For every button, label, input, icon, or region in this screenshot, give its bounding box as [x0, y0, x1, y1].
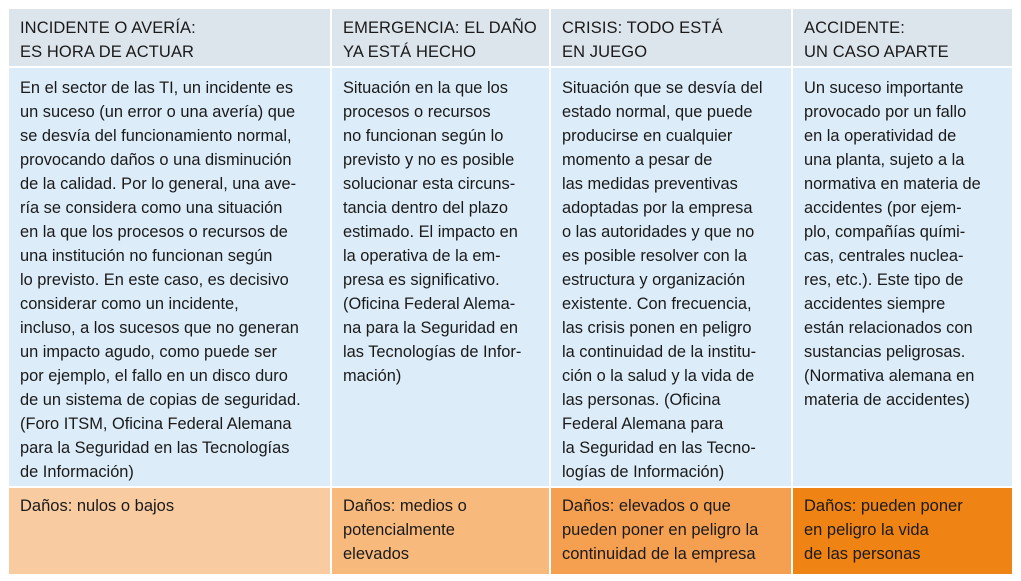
body-line: provocado por un fallo: [804, 103, 967, 121]
body-line: procesos o recursos: [343, 103, 491, 121]
body-line: en la operatividad de: [804, 127, 957, 145]
body-line: estado normal, que puede: [562, 103, 753, 121]
damage-accidente: [793, 488, 1012, 574]
body-line: accidentes (por ejem-: [804, 199, 962, 217]
body-crisis: [551, 68, 793, 488]
body-line: considerar como un incidente,: [20, 295, 239, 313]
damage-line: Daños: elevados o que: [562, 497, 731, 515]
body-incidente: [9, 68, 332, 488]
header-line: INCIDENTE O AVERÍA:: [20, 19, 196, 37]
header-incidente: [9, 9, 332, 68]
body-line: (Oficina Federal Alema-: [343, 295, 516, 313]
body-line: para la Seguridad en las Tecnologías: [20, 439, 290, 457]
body-line: tancia dentro del plazo: [343, 199, 508, 217]
body-line: la operativa de la em-: [343, 247, 501, 265]
body-line: estimado. El impacto en: [343, 223, 518, 241]
header-line: ACCIDENTE:: [804, 19, 905, 37]
body-line: presa es significativo.: [343, 271, 500, 289]
body-line: están relacionados con: [804, 319, 973, 337]
body-line: una planta, sujeto a la: [804, 151, 965, 169]
body-line: lo previsto. En este caso, es decisivo: [20, 271, 289, 289]
damage-line: en peligro la vida: [804, 521, 929, 539]
header-line: UN CASO APARTE: [804, 43, 949, 61]
body-line: plo, compañías quími-: [804, 223, 966, 241]
body-line: un suceso (un error o una avería) que: [20, 103, 296, 121]
body-line: de la calidad. Por lo general, una ave-: [20, 175, 297, 193]
body-line: Federal Alemana para: [562, 415, 724, 433]
body-line: normativa en materia de: [804, 175, 981, 193]
header-line: EN JUEGO: [562, 43, 648, 61]
damage-line: pueden poner en peligro la: [562, 521, 759, 539]
body-line: Un suceso importante: [804, 79, 964, 97]
damage-line: elevados: [343, 545, 410, 563]
body-emergencia: [332, 68, 551, 488]
body-accidente: [793, 68, 1012, 488]
body-line: En el sector de las TI, un incidente es: [20, 79, 294, 97]
body-line: una institución no funcionan según: [20, 247, 273, 265]
header-line: EMERGENCIA: EL DAÑO: [343, 19, 537, 37]
damage-line: de las personas: [804, 545, 921, 563]
body-line: en la que los procesos o recursos de: [20, 223, 288, 241]
body-line: la continuidad de la institu-: [562, 343, 757, 361]
body-line: Situación que se desvía del: [562, 79, 763, 97]
body-line: estructura y organización: [562, 271, 746, 289]
body-line: se desvía del funcionamiento normal,: [20, 127, 292, 145]
body-line: producirse en cualquier: [562, 127, 733, 145]
body-line: por ejemplo, el fallo en un disco duro: [20, 367, 288, 385]
header-accidente: [793, 9, 1012, 68]
body-line: existente. Con frecuencia,: [562, 295, 752, 313]
body-line: cas, centrales nuclea-: [804, 247, 964, 265]
damage-emergencia: [332, 488, 551, 574]
body-line: provocando daños o una disminución: [20, 151, 292, 169]
damage-line: Daños: nulos o bajos: [20, 497, 175, 515]
body-line: las personas. (Oficina: [562, 391, 721, 409]
damage-crisis: [551, 488, 793, 574]
body-line: o las autoridades y que no: [562, 223, 755, 241]
damage-line: Daños: medios o: [343, 497, 467, 515]
body-line: adoptadas por la empresa: [562, 199, 753, 217]
body-line: res, etc.). Este tipo de: [804, 271, 964, 289]
body-line: accidentes siempre: [804, 295, 946, 313]
body-line: un impacto agudo, como puede ser: [20, 343, 277, 361]
damage-incidente: [9, 488, 332, 574]
body-line: momento a pesar de: [562, 151, 713, 169]
damage-line: Daños: pueden poner: [804, 497, 963, 515]
body-line: na para la Seguridad en: [343, 319, 518, 337]
header-crisis: [551, 9, 793, 68]
body-line: previsto y no es posible: [343, 151, 515, 169]
body-line: materia de accidentes): [804, 391, 970, 409]
body-line: de Información): [20, 463, 134, 481]
body-line: es posible resolver con la: [562, 247, 747, 265]
body-line: Situación en la que los: [343, 79, 508, 97]
body-line: (Normativa alemana en: [804, 367, 975, 385]
body-line: no funcionan según lo: [343, 127, 504, 145]
body-line: ción o la salud y la vida de: [562, 367, 755, 385]
body-line: sustancias peligrosas.: [804, 343, 966, 361]
comparison-table: [9, 9, 1012, 574]
damage-line: continuidad de la empresa: [562, 545, 756, 563]
body-line: de un sistema de copias de seguridad.: [20, 391, 301, 409]
body-line: las crisis ponen en peligro: [562, 319, 752, 337]
body-line: las medidas preventivas: [562, 175, 738, 193]
header-line: ES HORA DE ACTUAR: [20, 43, 195, 61]
body-line: logías de Información): [562, 463, 725, 481]
header-line: YA ESTÁ HECHO: [343, 43, 477, 61]
header-line: CRISIS: TODO ESTÁ: [562, 19, 723, 37]
body-line: las Tecnologías de Infor-: [343, 343, 522, 361]
damage-line: potencialmente: [343, 521, 455, 539]
body-line: (Foro ITSM, Oficina Federal Alemana: [20, 415, 292, 433]
body-line: mación): [343, 367, 402, 385]
body-line: solucionar esta circuns-: [343, 175, 516, 193]
body-line: la Seguridad en las Tecno-: [562, 439, 756, 457]
body-line: incluso, a los sucesos que no generan: [20, 319, 299, 337]
header-emergencia: [332, 9, 551, 68]
body-line: ría se considera como una situación: [20, 199, 283, 217]
